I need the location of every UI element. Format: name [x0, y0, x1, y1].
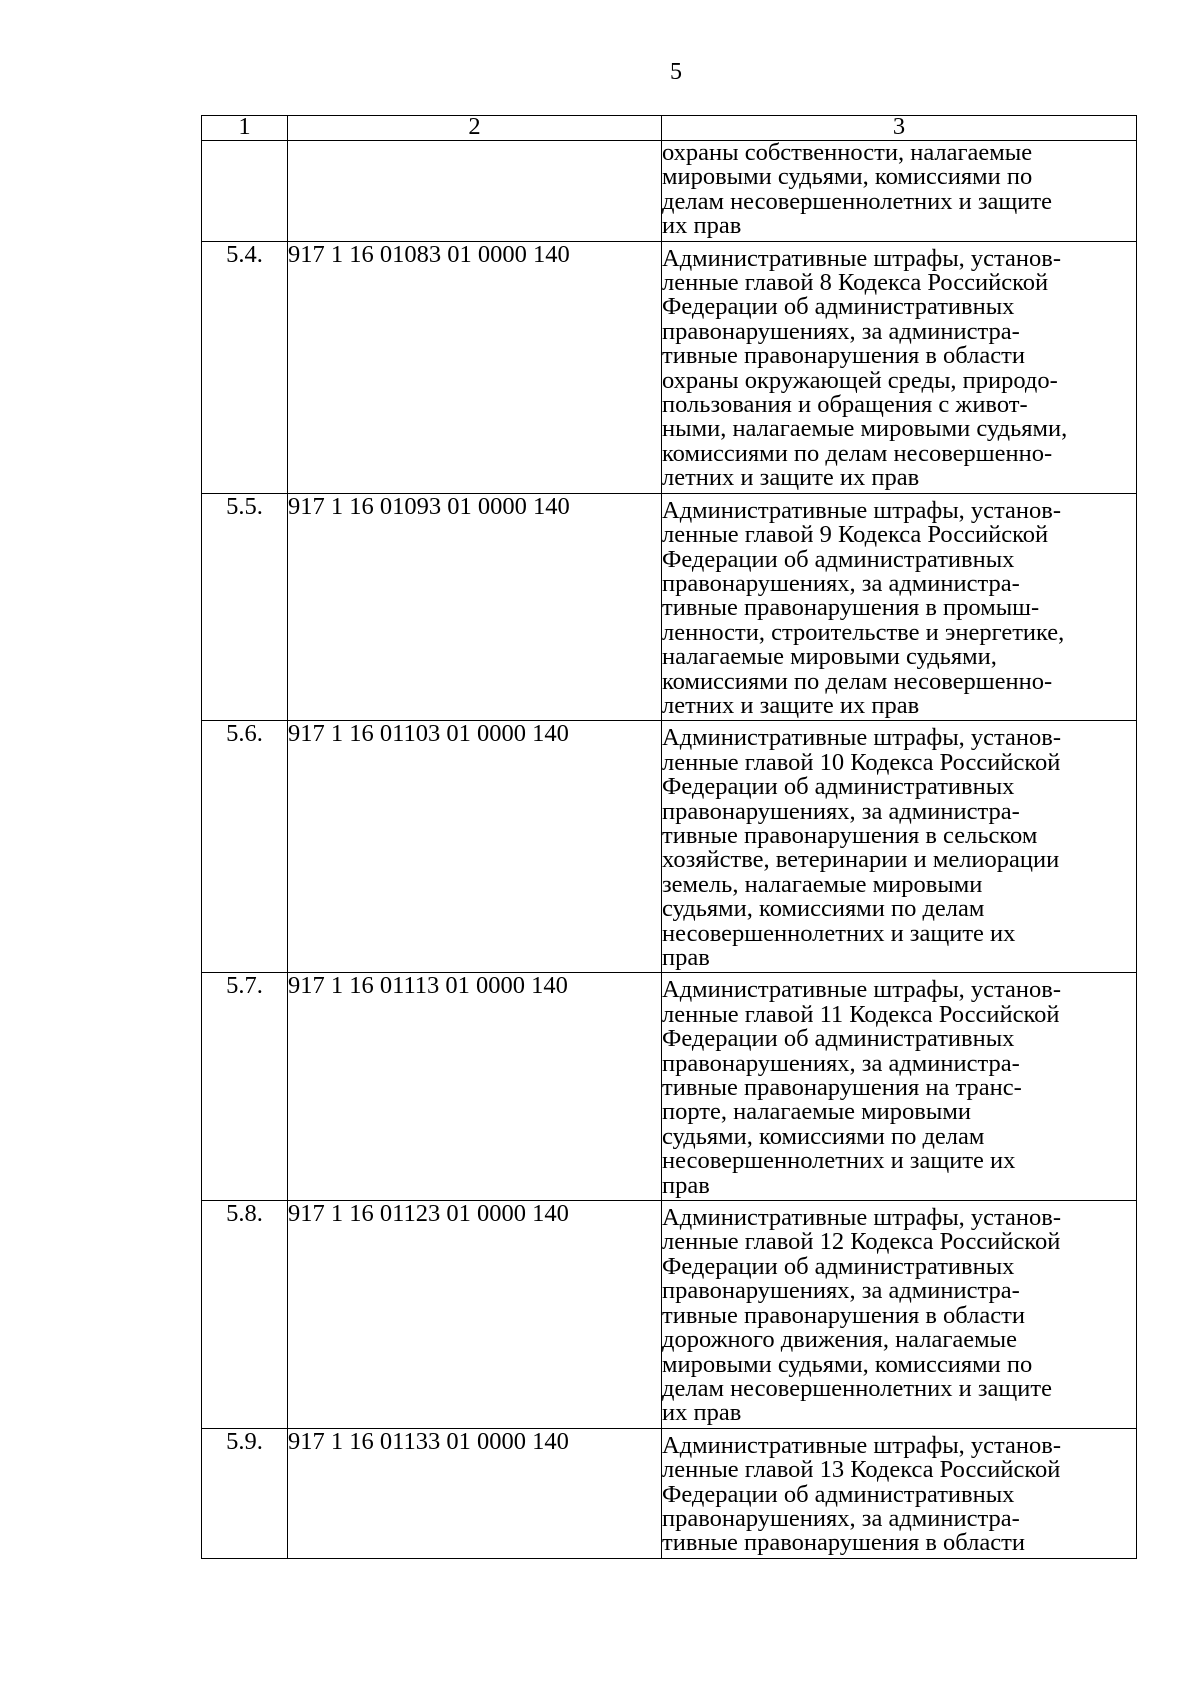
row-number: 5.5. — [202, 493, 288, 721]
description-line: тивные правонарушения в области — [662, 1529, 1025, 1557]
description-line: Федерации об административных — [662, 773, 1015, 801]
description-line: правонарушениях, за администра- — [662, 1277, 1020, 1305]
budget-code: 917 1 16 01133 01 0000 140 — [288, 1428, 662, 1558]
description-line: Административные штрафы, установ- — [662, 724, 1061, 752]
description-line: тивные правонарушения в сельском — [662, 821, 1038, 849]
row-description — [662, 493, 1137, 721]
row-number: 5.9. — [202, 1428, 288, 1558]
description-line: Административные штрафы, установ- — [662, 244, 1061, 272]
description-line: прав — [662, 944, 710, 971]
description-line: несовершеннолетних и защите их — [662, 1147, 1016, 1175]
description-line: несовершеннолетних и защите их — [662, 919, 1016, 947]
budget-code — [288, 141, 662, 242]
description-line: правонарушениях, за администра- — [662, 797, 1020, 825]
description-line: судьями, комиссиями по делам — [662, 895, 985, 923]
description-line: правонарушениях, за администра- — [662, 569, 1020, 597]
description-line: Федерации об административных — [662, 293, 1015, 321]
table-row — [202, 973, 1137, 1201]
description-line: Административные штрафы, установ- — [662, 1204, 1061, 1232]
table-row — [202, 1428, 1137, 1558]
description-line: ленные главой 12 Кодекса Российской — [662, 1228, 1061, 1256]
table-row — [202, 493, 1137, 721]
budget-code: 917 1 16 01113 01 0000 140 — [288, 973, 662, 1201]
row-description — [662, 721, 1137, 973]
description-line: Административные штрафы, установ- — [662, 1431, 1061, 1459]
table-row — [202, 1201, 1137, 1429]
row-number: 5.6. — [202, 721, 288, 973]
description-line: Административные штрафы, установ- — [662, 976, 1061, 1004]
row-description — [662, 973, 1137, 1201]
description-line: охраны собственности, налагаемые — [662, 139, 1033, 166]
description-line: делам несовершеннолетних и защите — [662, 187, 1052, 215]
description-line: их прав — [662, 212, 742, 240]
table-row — [202, 721, 1137, 973]
budget-code: 917 1 16 01123 01 0000 140 — [288, 1201, 662, 1429]
description-line: Федерации об административных — [662, 1025, 1015, 1053]
description-line: Федерации об административных — [662, 545, 1015, 573]
budget-code: 917 1 16 01103 01 0000 140 — [288, 721, 662, 973]
row-number: 5.4. — [202, 241, 288, 493]
revenue-codes-table — [201, 115, 1137, 1559]
description-line: тивные правонарушения на транс- — [662, 1074, 1022, 1102]
description-line: ными, налагаемые мировыми судьями, — [662, 415, 1068, 443]
header-cell-3: 3 — [662, 116, 1137, 141]
description-line: ленные главой 13 Кодекса Российской — [662, 1456, 1061, 1484]
row-description — [662, 1201, 1137, 1429]
header-cell-2: 2 — [288, 116, 662, 141]
row-number: 5.7. — [202, 973, 288, 1201]
description-line: Федерации об административных — [662, 1480, 1015, 1508]
description-line: ленные главой 8 Кодекса Российской — [662, 269, 1049, 297]
row-description — [662, 141, 1137, 242]
description-line: тивные правонарушения в области — [662, 342, 1025, 370]
row-description — [662, 241, 1137, 493]
description-line: ленные главой 9 Кодекса Российской — [662, 521, 1049, 549]
budget-code: 917 1 16 01083 01 0000 140 — [288, 241, 662, 493]
description-line: хозяйстве, ветеринарии и мелиорации — [662, 846, 1060, 874]
description-line: земель, налагаемые мировыми — [662, 870, 983, 898]
description-line: делам несовершеннолетних и защите — [662, 1374, 1052, 1402]
description-line: правонарушениях, за администра- — [662, 317, 1020, 345]
description-line: мировыми судьями, комиссиями по — [662, 1350, 1033, 1378]
description-line: Административные штрафы, установ- — [662, 496, 1061, 524]
description-line: порте, налагаемые мировыми — [662, 1098, 971, 1126]
description-line: их прав — [662, 1399, 742, 1427]
description-line: ленные главой 10 Кодекса Российской — [662, 748, 1061, 776]
description-line: правонарушениях, за администра- — [662, 1049, 1020, 1077]
description-line: правонарушениях, за администра- — [662, 1504, 1020, 1532]
description-line: тивные правонарушения в области — [662, 1301, 1025, 1329]
description-line: ленные главой 11 Кодекса Российской — [662, 1000, 1060, 1028]
table-header-row — [202, 116, 1137, 141]
description-line: пользования и обращения с живот- — [662, 391, 1028, 419]
description-line: ленности, строительстве и энергетике, — [662, 618, 1065, 646]
page-number: 5 — [670, 59, 682, 85]
description-line: тивные правонарушения в промыш- — [662, 594, 1040, 622]
description-line: налагаемые мировыми судьями, — [662, 643, 997, 671]
row-description — [662, 1428, 1137, 1558]
table-row — [202, 141, 1137, 242]
description-line: дорожного движения, налагаемые — [662, 1326, 1018, 1354]
description-line: летних и защите их прав — [662, 691, 920, 719]
header-cell-1: 1 — [202, 116, 288, 141]
budget-code: 917 1 16 01093 01 0000 140 — [288, 493, 662, 721]
description-line: охраны окружающей среды, природо- — [662, 366, 1058, 394]
description-line: комиссиями по делам несовершенно- — [662, 439, 1053, 467]
table-row — [202, 241, 1137, 493]
description-line: прав — [662, 1171, 710, 1199]
row-number — [202, 141, 288, 242]
description-line: судьями, комиссиями по делам — [662, 1122, 985, 1150]
description-line: Федерации об административных — [662, 1252, 1015, 1280]
description-line: летних и защите их прав — [662, 464, 920, 492]
description-line: мировыми судьями, комиссиями по — [662, 163, 1033, 191]
description-line: комиссиями по делам несовершенно- — [662, 667, 1053, 695]
row-number: 5.8. — [202, 1201, 288, 1429]
